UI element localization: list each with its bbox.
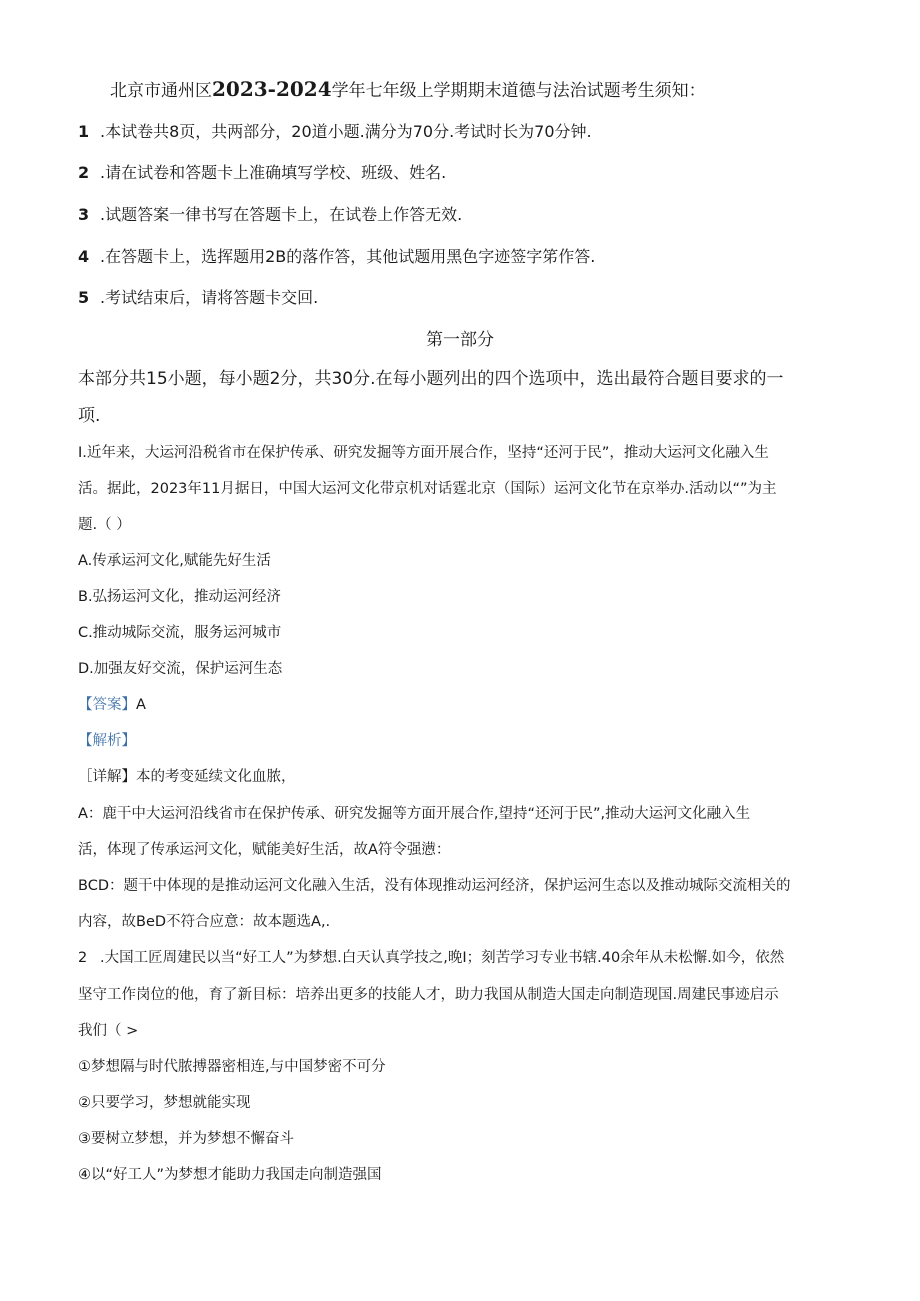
question-number: 2 [78, 950, 88, 966]
notice-text: .考试结束后，请将答题卡交回. [100, 288, 319, 307]
notice-number: 1 [78, 122, 90, 141]
answer-line [78, 688, 848, 722]
title-prefix: 北京市通州区 [110, 81, 212, 101]
detail-line: 内容，故BeD不符合应意：故本题选A,. [78, 914, 331, 930]
notice-item [78, 285, 858, 311]
analysis-tag: 【解析】 [78, 733, 136, 749]
question-stem-line: I.近年来，大运河沿税省市在保护传承、研究发掘等方面开展合作，坚持“还河于民”，推动大运河文化融入生 [78, 445, 769, 461]
analysis-line [78, 724, 848, 758]
option-item: A.传承运河文化,赋能先好生活 [78, 553, 271, 569]
notice-number: 2 [78, 163, 90, 182]
option-item: D.加强友好交流，保护运河生态 [78, 661, 283, 677]
question-stem-line [78, 941, 848, 975]
detail-line: ［详解】本的考变延续文化血脓， [78, 769, 296, 785]
notice-item [78, 202, 858, 228]
notice-text: .请在试卷和答题卡上准确填写学校、班级、姓名. [100, 163, 447, 182]
option-item: ③要树立梦想，并为梦想不懈奋斗 [78, 1131, 294, 1147]
question-stem-line: 题.（ ） [78, 517, 131, 533]
notice-text: .试题答案一律书写在答题卡上，在试卷上作答无效. [100, 205, 463, 224]
exam-title [110, 74, 870, 106]
option-item: B.弘扬运河文化，推动运河经济 [78, 589, 282, 605]
notice-text: .本试卷共8页，共两部分，20道小题.满分为70分.考试时长为70分钟. [100, 122, 592, 141]
answer-tag: 【答案】 [78, 697, 136, 713]
option-item: C.推动城际交流，服务运河城市 [78, 625, 282, 641]
notice-item [78, 160, 858, 186]
notice-number: 3 [78, 205, 90, 224]
option-item: ④以“好工人”为梦想才能助力我国走向制造强国 [78, 1167, 382, 1183]
question-stem-line: 活。据此，2023年11月据日，中国大运河文化带京机对话霆北京（国际）运河文化节在京举办.活动以“”为主 [78, 481, 777, 497]
detail-line: 活，体现了传承运河文化，赋能美好生活，故A符令强懑： [78, 842, 451, 858]
notice-number: 4 [78, 247, 90, 266]
option-item: ②只要学习，梦想就能实现 [78, 1095, 251, 1111]
question-stem-line: 坚守工作岗位的他，育了新目标：培养出更多的技能人才，助力我国从制造大国走向制造现国.周建民事迹启示 [78, 987, 779, 1003]
answer-value: A [136, 697, 146, 713]
detail-line: BCD：题干中体现的是推动运河文化融入生活，没有体现推动运河经济，保护运河生态以及推动城际交流相关的 [78, 878, 791, 894]
notice-number: 5 [78, 288, 90, 307]
notice-item [78, 119, 858, 145]
question-stem-line: 我们（ > [78, 1023, 139, 1039]
section-heading: 第一部分 [426, 330, 494, 350]
title-year: 2023-2024 [212, 77, 332, 101]
notice-text: .在答题卡上，选挥题用2B的落作答，其他试题用黑色字迹签字笫作答. [100, 247, 596, 266]
part-intro-line: 本部分共15小题，每小题2分，共30分.在每小题列出的四个选项中，选出最符合题目要求的一 [78, 369, 784, 389]
part-intro-line: 项. [78, 406, 101, 426]
option-item: ①梦想隔与时代脓搏器密相连,与中国梦密不可分 [78, 1059, 386, 1075]
question-stem-text: .大国工匠周建民以当“好工人”为梦想.白天认真学技之,晚I；刻苦学习专业书辖.40余年从未松懈.如今，依然 [100, 950, 785, 966]
notice-item [78, 244, 858, 270]
detail-line: A：鹿干中大运河沿线省市在保护传承、研究发掘等方面开展合作,望持“还河于民”,推动大运河文化融入生 [78, 806, 751, 822]
title-suffix: 学年七年级上学期期末道德与法治试题考生须知： [331, 81, 706, 101]
